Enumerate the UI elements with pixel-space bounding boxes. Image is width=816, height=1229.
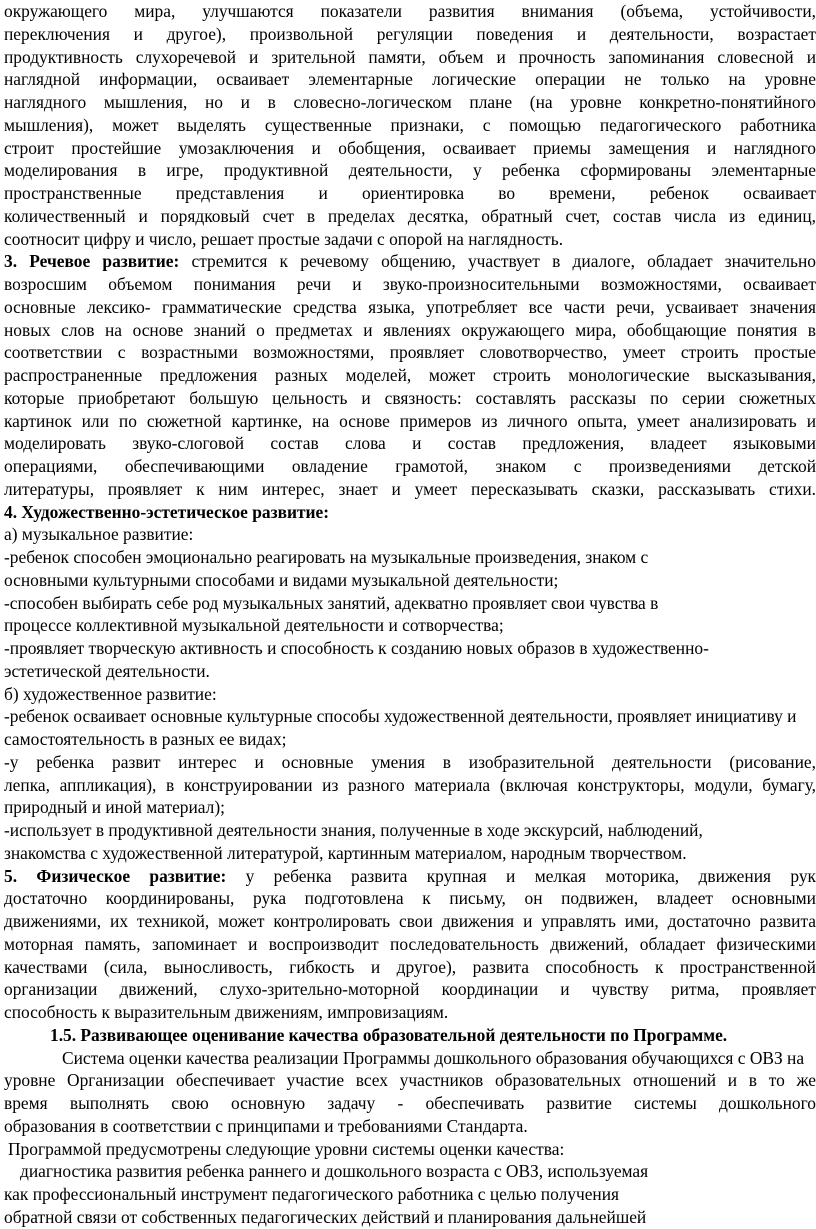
section-heading: 5. Физическое развитие: [4, 865, 227, 886]
text-line [4, 319, 816, 342]
text-line [4, 387, 816, 410]
line-text: образования в соответствии с принципами и требованиями Стандарта. [4, 1115, 528, 1136]
text-line [4, 569, 558, 592]
text-line [4, 728, 286, 751]
text-line [4, 705, 796, 728]
text-line [4, 819, 703, 842]
line-text: -способен выбирать себе род музыкальных занятий, адекватно проявляет свои чувства в [4, 592, 659, 613]
line-text: наглядной информации, осваивает элементарные логические операции не только на уровне [4, 69, 816, 90]
line-text: время выполнять свою основную задачу - обеспечивать развитие системы дошкольного [4, 1093, 816, 1113]
line-text: основные лексико- грамматические средства языка, употребляет все части речи, усваивает значения [4, 296, 816, 317]
text-line [4, 887, 816, 910]
line-text: а) музыкальное развитие: [4, 524, 194, 545]
line-text: организации движений, слухо-зрительно-моторной координации и чувству ритма, проявляет [4, 979, 816, 1000]
text-line [4, 432, 816, 455]
section-heading: 3. Речевое развитие: [4, 251, 180, 272]
text-line [4, 660, 210, 683]
line-text: природный и иной материал); [4, 797, 225, 818]
line-text: у ребенка развита крупная и мелкая моторика, движения рук [226, 865, 816, 886]
text-line [4, 796, 225, 819]
line-text: самостоятельность в разных ее видах; [4, 729, 287, 749]
line-text: моторная память, запоминает и воспроизводит последовательность движений, обладает физическими [4, 933, 816, 954]
text-line [4, 637, 709, 660]
line-text: моделировать звуко-слоговой состав слова и состав предложения, владеет языковыми [4, 433, 816, 454]
text-line [4, 159, 816, 182]
line-text: соответствии с возрастными возможностями, проявляет словотворчество, умеет строить простые [4, 342, 816, 363]
text-line [4, 501, 329, 524]
line-text: -проявляет творческую активность и способность к созданию новых образов в художественно- [4, 638, 709, 658]
text-line [4, 956, 816, 979]
line-text: мышления), может выделять существенные признаки, с помощью педагогического работника [4, 114, 816, 135]
text-line [8, 1138, 564, 1161]
text-line [4, 1092, 816, 1115]
line-text: эстетической деятельности. [4, 660, 210, 681]
line-text: пространственные представления и ориентировка во времени, ребенок осваивает [4, 183, 816, 203]
text-line [4, 46, 816, 69]
line-text: литературы, проявляет к ним интерес, знает и умеет пересказывать сказки, рассказывать стихи. [4, 478, 816, 499]
line-text: Система оценки качества реализации Программы дошкольного образования обучающихся с ОВЗ на [62, 1047, 805, 1068]
line-text: как профессиональный инструмент педагогического работника с целью получения [4, 1184, 620, 1204]
line-text: распространенные предложения разных моделей, может строить монологические высказывания, [4, 365, 816, 385]
text-line [4, 842, 687, 865]
text-line [4, 137, 816, 160]
text-line [50, 1024, 727, 1047]
line-text: уровне Организации обеспечивает участие всех участников образовательных отношений и в то же [4, 1070, 816, 1091]
text-line [4, 0, 816, 23]
line-text: б) художественное развитие: [4, 683, 217, 704]
line-text: достаточно координированы, рука подготовлена к письму, он подвижен, владеет основными [4, 888, 816, 909]
line-text: соотносит цифру и число, решает простые задачи с опорой на наглядность. [4, 228, 564, 249]
text-line [4, 865, 816, 888]
line-text: качествами (сила, выносливость, гибкость и другое), развита способность к пространственной [4, 956, 816, 977]
line-text: наглядного мышления, но и в словесно-логическом плане (на уровне конкретно-понятийного [4, 92, 816, 112]
text-line [4, 23, 816, 46]
text-line [4, 455, 816, 478]
text-line [4, 683, 217, 706]
line-text: способность к выразительным движениям, импровизациям. [4, 1002, 449, 1022]
section-heading: 1.5. Развивающее оценивание качества образовательной деятельности по Программе. [50, 1024, 728, 1045]
text-line [4, 978, 816, 1001]
text-line [4, 1206, 646, 1229]
text-line [4, 910, 816, 933]
text-line [4, 546, 648, 569]
line-text: диагностика развития ребенка раннего и дошкольного возраста с ОВЗ, используемая [20, 1161, 649, 1182]
text-line [4, 614, 504, 637]
text-line [4, 523, 193, 546]
text-line [4, 114, 816, 137]
text-line [4, 250, 816, 273]
text-line [62, 1047, 804, 1070]
line-text: моделирования в игре, продуктивной деятельности, у ребенка сформированы элементарные [4, 160, 816, 181]
line-text: знакомства с художественной литературой, картинным материалом, народным творчеством. [4, 842, 687, 863]
text-line [4, 1001, 448, 1024]
line-text: строит простейшие умозаключения и обобщения, осваивает приемы замещения и наглядного [4, 137, 816, 158]
line-text: возросшим объемом понимания речи и звуко-произносительными возможностями, осваивает [4, 274, 816, 294]
section-heading: 4. Художественно-эстетическое развитие: [4, 501, 330, 522]
line-text: движениями, их техникой, может контролировать свои движения и управлять ими, достаточно развита [4, 911, 816, 931]
text-line [4, 205, 816, 228]
text-line [4, 182, 816, 205]
line-text: количественный и порядковый счет в пределах десятка, обратный счет, состав числа из единиц, [4, 205, 816, 226]
text-line [4, 1069, 816, 1092]
text-line [4, 478, 816, 501]
line-text: основными культурными способами и видами музыкальной деятельности; [4, 569, 559, 590]
text-line [4, 1115, 528, 1138]
line-text: лепка, аппликация), в конструировании из разного материала (включая конструкторы, модули, бумагу, [4, 774, 816, 795]
text-line [4, 296, 816, 319]
text-line [4, 68, 816, 91]
line-text: новых слов на основе знаний о предметах и явлениях окружающего мира, обобщающие понятия в [4, 319, 816, 340]
line-text: переключения и другое), произвольной регуляции поведения и деятельности, возрастает [4, 23, 816, 44]
line-text: -у ребенка развит интерес и основные умения в изобразительной деятельности (рисование, [4, 751, 816, 772]
text-line [20, 1160, 648, 1183]
line-text: продуктивность слухоречевой и зрительной памяти, объем и прочность запоминания словесной и [4, 46, 816, 67]
line-text: Программой предусмотрены следующие уровни системы оценки качества: [8, 1138, 565, 1159]
line-text: окружающего мира, улучшаются показатели развития внимания (объема, устойчивости, [4, 1, 816, 21]
text-line [4, 273, 816, 296]
text-line [4, 751, 816, 774]
line-text: стремится к речевому общению, участвует в диалоге, обладает значительно [179, 251, 816, 272]
line-text: которые приобретают большую цельность и связность: составлять рассказы по серии сюжетных [4, 387, 816, 408]
line-text: -использует в продуктивной деятельности знания, полученные в ходе экскурсий, наблюдений, [4, 820, 703, 840]
line-text: -ребенок способен эмоционально реагировать на музыкальные произведения, знаком с [4, 547, 649, 567]
line-text: обратной связи от собственных педагогических действий и планирования дальнейшей [4, 1206, 647, 1227]
line-text: картинок или по сюжетной картинке, на основе примеров из личного опыта, умеет анализировать и [4, 410, 816, 431]
text-line [4, 364, 816, 387]
line-text: процессе коллективной музыкальной деятельности и сотворчества; [4, 615, 504, 636]
text-line [4, 933, 816, 956]
text-line [4, 410, 816, 433]
text-line [4, 228, 563, 251]
text-line [4, 341, 816, 364]
text-line [4, 592, 658, 615]
line-text: -ребенок осваивает основные культурные способы художественной деятельности, проявляет инициативу и [4, 706, 797, 727]
line-text: операциями, обеспечивающими овладение грамотой, знаком с произведениями детской [4, 456, 816, 476]
text-line [4, 1183, 619, 1206]
text-line [4, 774, 816, 797]
text-line [4, 91, 816, 114]
